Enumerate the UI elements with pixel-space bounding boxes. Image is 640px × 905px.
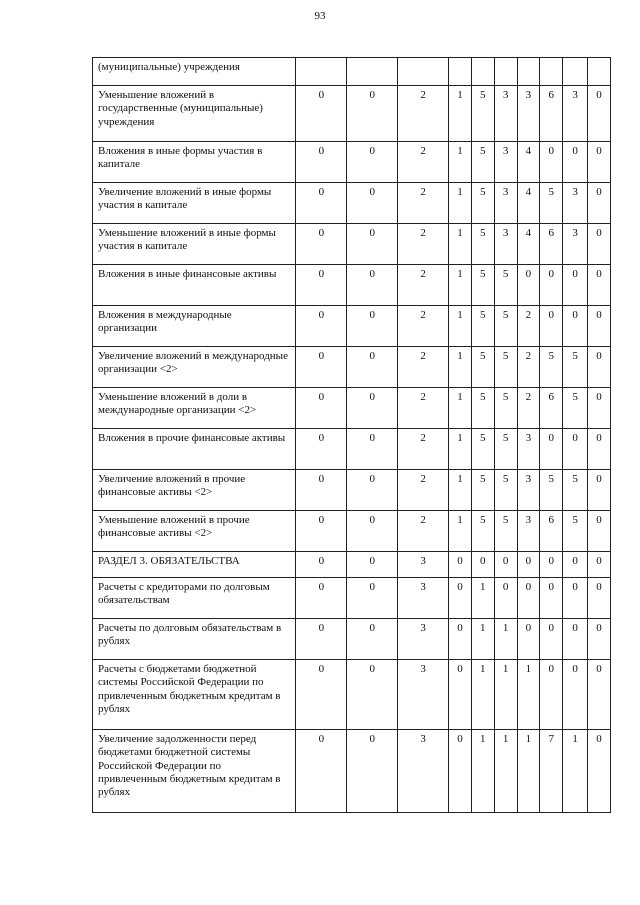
code-cell: 1 xyxy=(563,730,588,813)
code-cell: 0 xyxy=(588,660,611,730)
table-row xyxy=(93,86,611,142)
code-cell xyxy=(563,58,588,86)
code-cell: 3 xyxy=(517,429,540,470)
table-row xyxy=(93,265,611,306)
code-cell: 3 xyxy=(563,224,588,265)
code-cell: 2 xyxy=(398,470,449,511)
table-row xyxy=(93,470,611,511)
code-cell: 1 xyxy=(494,660,517,730)
code-cell: 0 xyxy=(296,265,347,306)
code-cell: 3 xyxy=(398,578,449,619)
code-cell: 5 xyxy=(471,265,494,306)
code-cell: 5 xyxy=(563,470,588,511)
code-cell: 0 xyxy=(296,142,347,183)
code-cell: 5 xyxy=(494,429,517,470)
code-cell: 0 xyxy=(517,552,540,578)
code-cell: 2 xyxy=(398,511,449,552)
code-cell: 1 xyxy=(449,347,472,388)
code-cell: 0 xyxy=(296,306,347,347)
code-cell: 0 xyxy=(588,86,611,142)
code-cell: 1 xyxy=(517,660,540,730)
row-label: РАЗДЕЛ 3. ОБЯЗАТЕЛЬСТВА xyxy=(93,552,296,578)
row-label: Расчеты с бюджетами бюджетной системы Российской Федерации по привлеченным бюджетным кредитам в рублях xyxy=(93,660,296,730)
code-cell: 2 xyxy=(398,265,449,306)
code-cell: 4 xyxy=(517,142,540,183)
code-cell: 0 xyxy=(540,552,563,578)
code-cell: 5 xyxy=(471,429,494,470)
code-cell: 3 xyxy=(398,660,449,730)
code-cell: 0 xyxy=(563,265,588,306)
code-cell: 0 xyxy=(347,388,398,429)
table-row xyxy=(93,58,611,86)
code-cell xyxy=(471,58,494,86)
code-cell: 5 xyxy=(563,511,588,552)
code-cell: 2 xyxy=(398,429,449,470)
code-cell: 5 xyxy=(494,470,517,511)
code-cell: 3 xyxy=(398,730,449,813)
code-cell: 0 xyxy=(517,619,540,660)
row-label: Вложения в иные формы участия в капитале xyxy=(93,142,296,183)
code-cell: 5 xyxy=(494,388,517,429)
code-cell: 6 xyxy=(540,224,563,265)
code-cell: 4 xyxy=(517,183,540,224)
code-cell: 1 xyxy=(449,142,472,183)
code-cell: 2 xyxy=(517,388,540,429)
code-cell: 0 xyxy=(540,429,563,470)
code-cell: 0 xyxy=(347,660,398,730)
row-label: Уменьшение вложений в иные формы участия в капитале xyxy=(93,224,296,265)
code-cell: 0 xyxy=(347,347,398,388)
code-cell: 5 xyxy=(540,347,563,388)
code-cell: 1 xyxy=(449,86,472,142)
code-cell: 0 xyxy=(588,347,611,388)
code-cell: 0 xyxy=(517,265,540,306)
table-row xyxy=(93,183,611,224)
code-cell: 0 xyxy=(588,578,611,619)
code-cell: 1 xyxy=(449,183,472,224)
code-cell: 0 xyxy=(347,86,398,142)
code-cell: 0 xyxy=(296,552,347,578)
code-cell: 0 xyxy=(347,183,398,224)
code-cell: 6 xyxy=(540,86,563,142)
code-cell: 0 xyxy=(296,730,347,813)
table-row xyxy=(93,224,611,265)
code-cell xyxy=(540,58,563,86)
code-cell: 0 xyxy=(588,183,611,224)
code-cell: 0 xyxy=(563,619,588,660)
row-label: Уменьшение вложений в прочие финансовые активы <2> xyxy=(93,511,296,552)
code-cell: 0 xyxy=(588,470,611,511)
classification-table xyxy=(92,57,611,813)
code-cell: 0 xyxy=(296,388,347,429)
code-cell: 4 xyxy=(517,224,540,265)
code-cell: 5 xyxy=(471,388,494,429)
table-row xyxy=(93,619,611,660)
code-cell: 5 xyxy=(494,265,517,306)
code-cell: 5 xyxy=(471,142,494,183)
table-row xyxy=(93,306,611,347)
code-cell: 0 xyxy=(347,511,398,552)
code-cell: 0 xyxy=(449,578,472,619)
table-row xyxy=(93,388,611,429)
code-cell: 0 xyxy=(588,388,611,429)
code-cell: 0 xyxy=(296,86,347,142)
code-cell: 0 xyxy=(588,511,611,552)
code-cell: 3 xyxy=(517,511,540,552)
code-cell: 0 xyxy=(347,619,398,660)
code-cell: 2 xyxy=(517,306,540,347)
code-cell: 0 xyxy=(540,660,563,730)
code-cell: 0 xyxy=(449,619,472,660)
table-row xyxy=(93,511,611,552)
code-cell: 5 xyxy=(494,347,517,388)
code-cell: 0 xyxy=(540,265,563,306)
code-cell: 1 xyxy=(449,470,472,511)
row-label: Уменьшение вложений в государственные (муниципальные) учреждения xyxy=(93,86,296,142)
code-cell: 0 xyxy=(296,578,347,619)
code-cell: 0 xyxy=(347,306,398,347)
code-cell: 5 xyxy=(471,306,494,347)
code-cell: 1 xyxy=(494,730,517,813)
code-cell: 0 xyxy=(296,183,347,224)
code-cell: 3 xyxy=(494,142,517,183)
code-cell: 0 xyxy=(588,265,611,306)
code-cell: 2 xyxy=(398,183,449,224)
code-cell: 1 xyxy=(449,265,472,306)
code-cell: 5 xyxy=(563,347,588,388)
code-cell: 5 xyxy=(471,224,494,265)
code-cell: 1 xyxy=(471,578,494,619)
code-cell: 3 xyxy=(494,224,517,265)
code-cell: 3 xyxy=(494,86,517,142)
code-cell: 0 xyxy=(296,619,347,660)
code-cell: 5 xyxy=(471,470,494,511)
code-cell: 2 xyxy=(398,347,449,388)
code-cell: 0 xyxy=(296,347,347,388)
code-cell: 0 xyxy=(540,578,563,619)
code-cell: 1 xyxy=(449,306,472,347)
code-cell: 2 xyxy=(398,86,449,142)
code-cell: 0 xyxy=(347,265,398,306)
code-cell: 0 xyxy=(471,552,494,578)
code-cell: 1 xyxy=(449,224,472,265)
code-cell: 0 xyxy=(563,552,588,578)
row-label: Вложения в международные организации xyxy=(93,306,296,347)
code-cell: 0 xyxy=(296,470,347,511)
code-cell: 0 xyxy=(449,730,472,813)
code-cell: 0 xyxy=(540,306,563,347)
code-cell: 5 xyxy=(494,511,517,552)
code-cell: 6 xyxy=(540,511,563,552)
code-cell xyxy=(449,58,472,86)
row-label: Увеличение вложений в международные организации <2> xyxy=(93,347,296,388)
code-cell xyxy=(494,58,517,86)
code-cell: 5 xyxy=(471,86,494,142)
code-cell: 0 xyxy=(540,619,563,660)
table-row xyxy=(93,660,611,730)
row-label: (муниципальные) учреждения xyxy=(93,58,296,86)
code-cell: 0 xyxy=(588,224,611,265)
code-cell: 0 xyxy=(563,660,588,730)
code-cell: 1 xyxy=(449,511,472,552)
code-cell xyxy=(517,58,540,86)
code-cell: 0 xyxy=(517,578,540,619)
code-cell: 0 xyxy=(563,142,588,183)
code-cell: 5 xyxy=(540,183,563,224)
code-cell: 5 xyxy=(471,511,494,552)
code-cell: 6 xyxy=(540,388,563,429)
row-label: Увеличение вложений в иные формы участия в капитале xyxy=(93,183,296,224)
row-label: Вложения в прочие финансовые активы xyxy=(93,429,296,470)
code-cell: 0 xyxy=(588,429,611,470)
row-label: Вложения в иные финансовые активы xyxy=(93,265,296,306)
code-cell: 1 xyxy=(449,388,472,429)
code-cell: 7 xyxy=(540,730,563,813)
table-row xyxy=(93,552,611,578)
code-cell: 1 xyxy=(471,660,494,730)
code-cell: 0 xyxy=(494,552,517,578)
code-cell: 5 xyxy=(494,306,517,347)
code-cell: 3 xyxy=(398,552,449,578)
code-cell xyxy=(588,58,611,86)
code-cell: 0 xyxy=(540,142,563,183)
code-cell: 0 xyxy=(347,552,398,578)
code-cell: 2 xyxy=(517,347,540,388)
code-cell: 5 xyxy=(563,388,588,429)
code-cell: 5 xyxy=(471,183,494,224)
code-cell xyxy=(398,58,449,86)
table-row xyxy=(93,142,611,183)
code-cell: 3 xyxy=(517,470,540,511)
code-cell: 0 xyxy=(563,306,588,347)
row-label: Расчеты с кредиторами по долговым обязательствам xyxy=(93,578,296,619)
table-row xyxy=(93,429,611,470)
code-cell: 1 xyxy=(449,429,472,470)
code-cell: 0 xyxy=(347,578,398,619)
page-number: 93 xyxy=(314,10,326,22)
table-row xyxy=(93,578,611,619)
code-cell: 3 xyxy=(517,86,540,142)
code-cell: 0 xyxy=(296,224,347,265)
table-row xyxy=(93,730,611,813)
code-cell: 5 xyxy=(540,470,563,511)
code-cell: 2 xyxy=(398,306,449,347)
code-cell: 2 xyxy=(398,388,449,429)
code-cell: 0 xyxy=(296,660,347,730)
code-cell: 2 xyxy=(398,142,449,183)
code-cell: 0 xyxy=(494,578,517,619)
code-cell: 3 xyxy=(494,183,517,224)
code-cell: 0 xyxy=(588,552,611,578)
code-cell: 0 xyxy=(347,224,398,265)
code-cell: 0 xyxy=(449,552,472,578)
code-cell: 0 xyxy=(347,470,398,511)
code-cell: 0 xyxy=(563,429,588,470)
row-label: Увеличение вложений в прочие финансовые активы <2> xyxy=(93,470,296,511)
code-cell: 0 xyxy=(347,429,398,470)
code-cell: 0 xyxy=(347,730,398,813)
code-cell: 0 xyxy=(588,619,611,660)
code-cell: 0 xyxy=(588,142,611,183)
code-cell: 1 xyxy=(494,619,517,660)
row-label: Расчеты по долговым обязательствам в рублях xyxy=(93,619,296,660)
code-cell: 3 xyxy=(563,183,588,224)
code-cell: 0 xyxy=(588,730,611,813)
code-cell: 1 xyxy=(517,730,540,813)
code-cell: 0 xyxy=(296,511,347,552)
code-cell: 0 xyxy=(449,660,472,730)
code-cell: 0 xyxy=(563,578,588,619)
code-cell: 1 xyxy=(471,619,494,660)
code-cell xyxy=(296,58,347,86)
code-cell: 2 xyxy=(398,224,449,265)
code-cell: 0 xyxy=(296,429,347,470)
code-cell: 0 xyxy=(588,306,611,347)
row-label: Увеличение задолженности перед бюджетами бюджетной системы Российской Федерации по привлеченным бюджетным кредитам в рублях xyxy=(93,730,296,813)
table-row xyxy=(93,347,611,388)
code-cell: 5 xyxy=(471,347,494,388)
code-cell: 3 xyxy=(398,619,449,660)
row-label: Уменьшение вложений в доли в международные организации <2> xyxy=(93,388,296,429)
code-cell: 0 xyxy=(347,142,398,183)
code-cell: 1 xyxy=(471,730,494,813)
code-cell: 3 xyxy=(563,86,588,142)
code-cell xyxy=(347,58,398,86)
